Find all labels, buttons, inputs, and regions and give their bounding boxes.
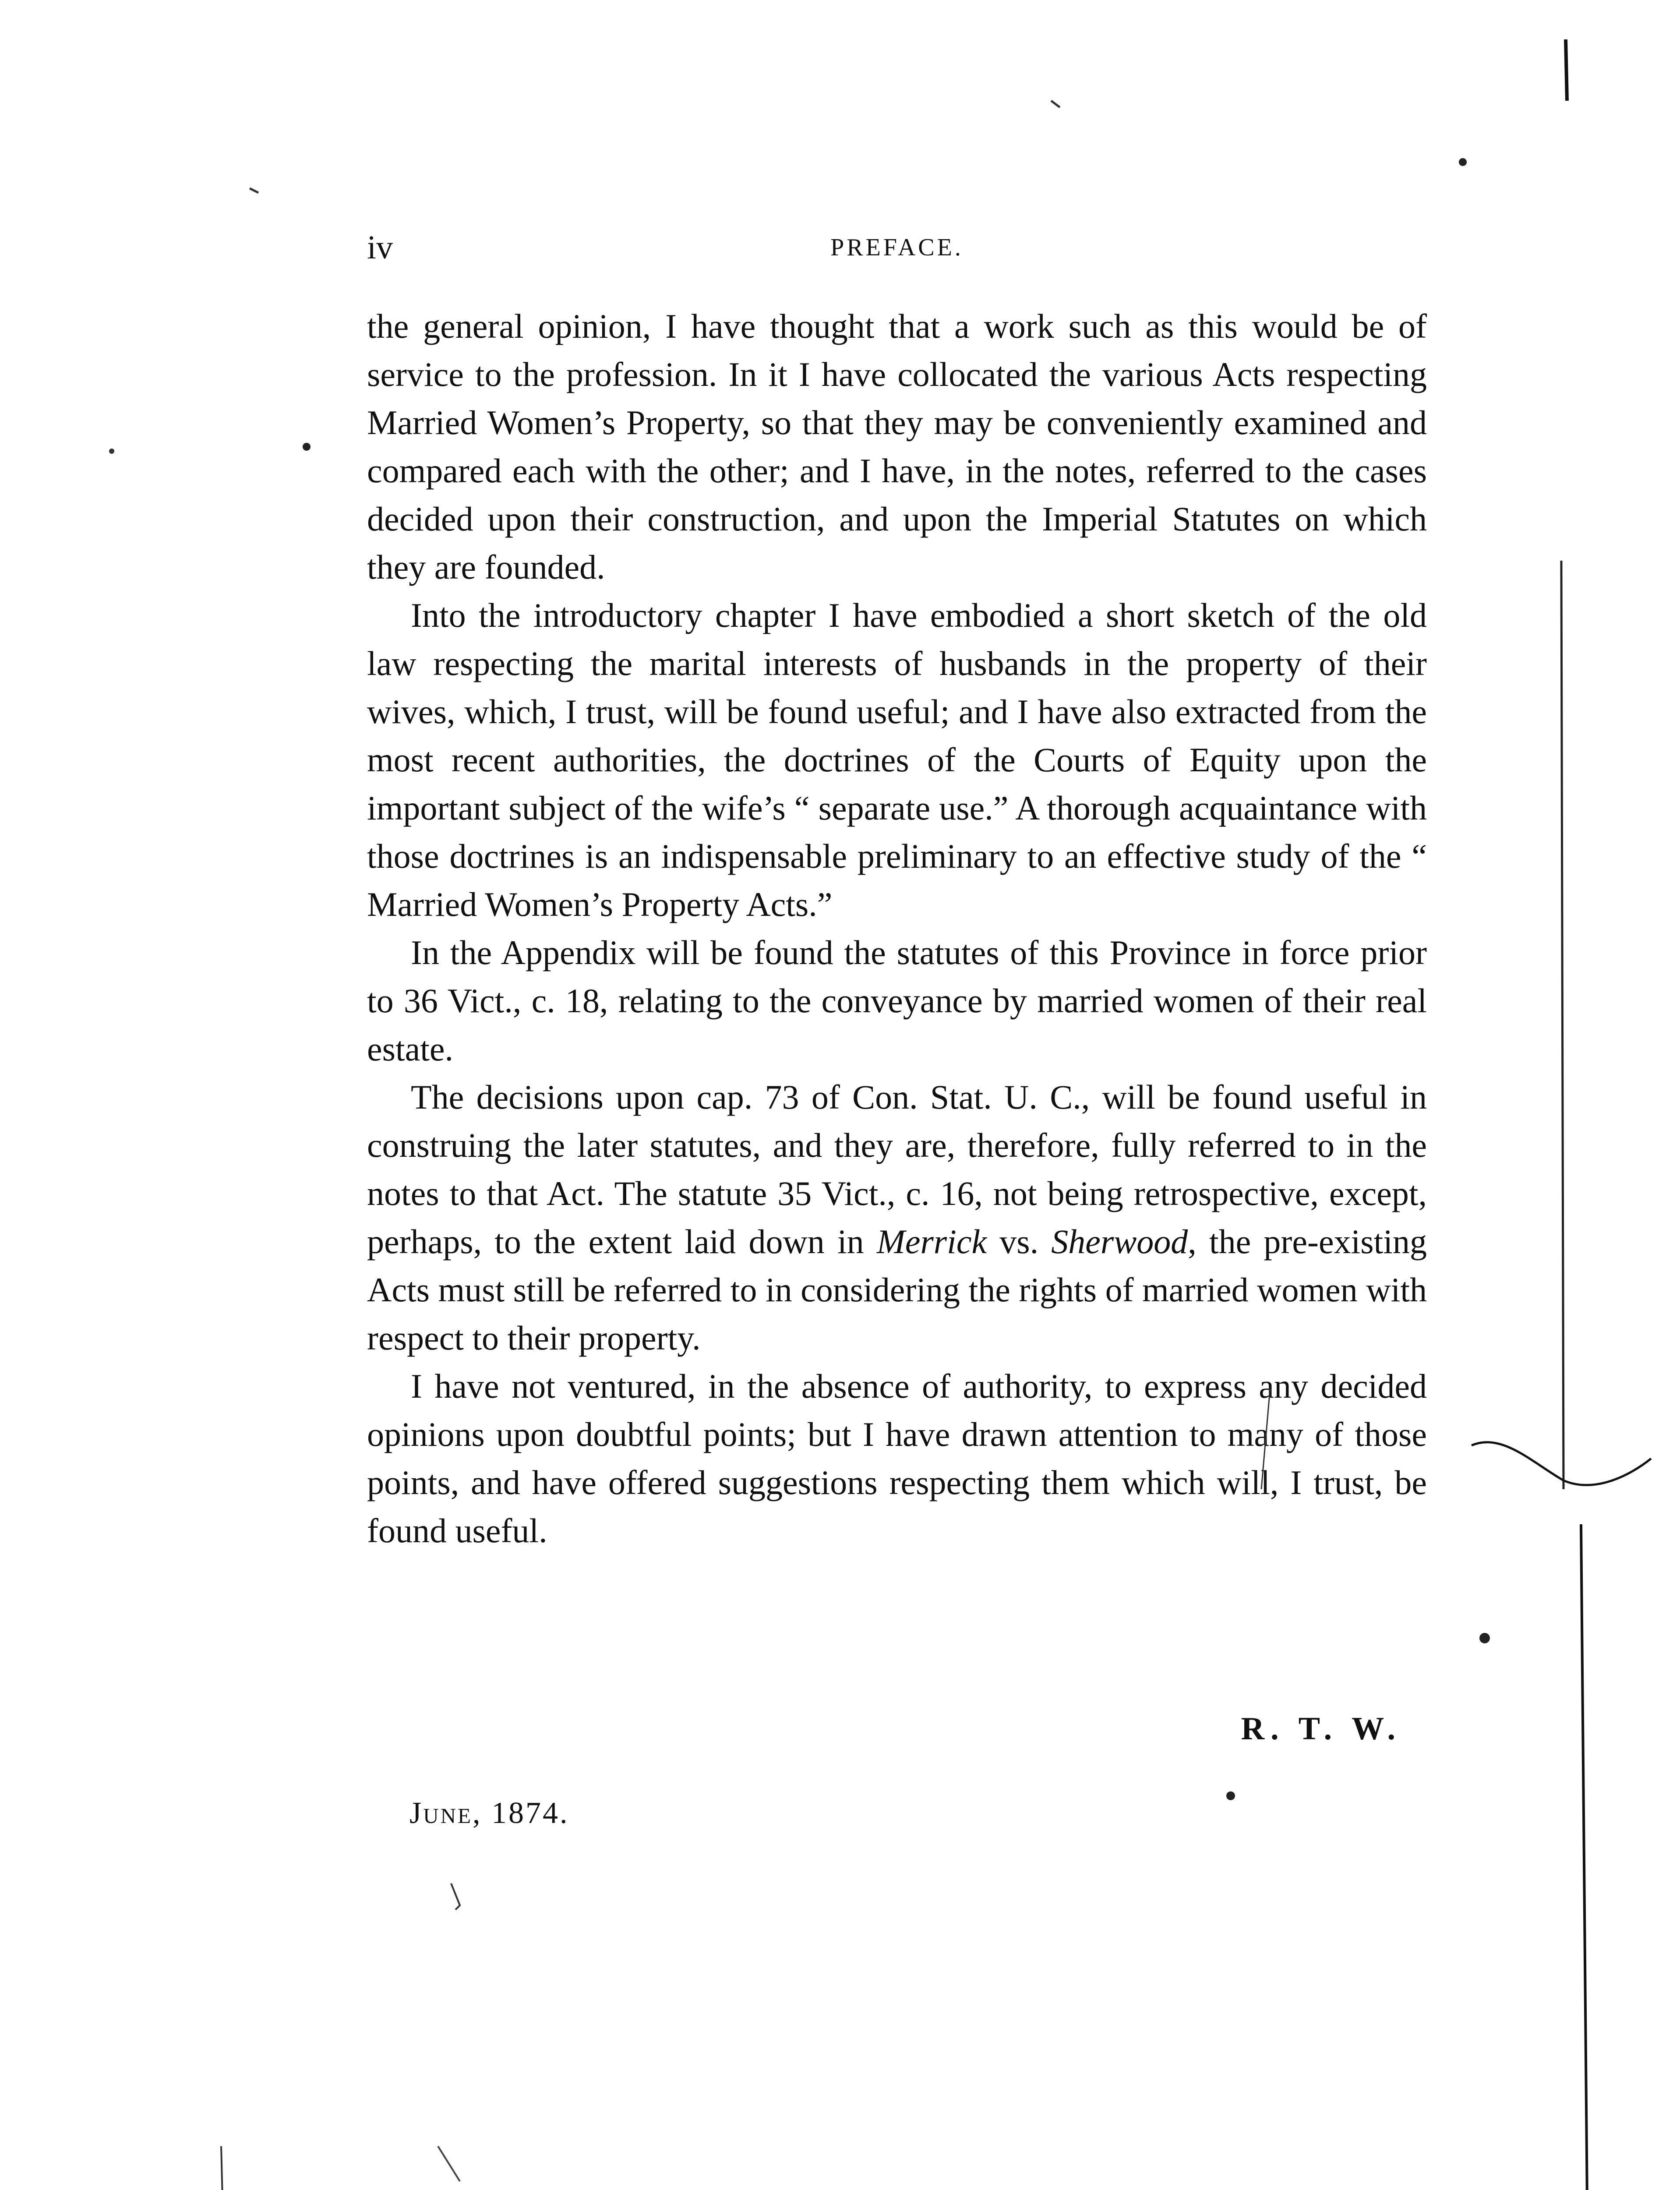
running-head [367,228,1427,267]
case-versus: vs. [987,1222,1052,1261]
speck-6 [250,188,258,193]
speck-7 [1051,101,1060,107]
paragraph-4-text-b: , the pre-existing Acts must still be referred to in considering the rights of married women with respect to their property. [367,1222,1427,1357]
right-edge-line-top [1566,39,1567,101]
speck-5 [109,449,114,454]
speck-1 [1459,158,1467,166]
paragraph-2: Into the introductory chapter I have embodied a short sketch of the old law respecting the marital interests of husbands in the property of their wives, which, I trust, will be found useful; and I have also extracted from the most recent authorities, the doctrines of the Courts of Equity upon the important subject of the wife’s “ separate use.” A thorough acquaintance with those doctrines is an indispensable preliminary to an effective study of the “ Married Women’s Property Acts.” [367,596,1427,923]
speck-2 [303,443,311,451]
case-party-merrick: Merrick [876,1222,987,1261]
author-initials: R. T. W. [1241,1711,1401,1747]
margin-curve-mark [1472,1442,1651,1485]
running-title: PREFACE. [830,234,964,261]
paragraph-1: the general opinion, I have thought that a work such as this would be of service to the profession. In it I have collocated the various Acts respecting Married Women’s Property, so that they may be conveniently examined and compared each with the other; and I have, in the notes, referred to the cases decided upon their construction, and upon the Imperial Statutes on which they are founded. [367,307,1427,586]
right-edge-line-bottom [1581,1524,1588,2190]
paragraph-3: In the Appendix will be found the statutes of this Province in force prior to 36 Vict., c. 18, relating to the conveyance by married women of their real estate. [367,933,1427,1068]
bottom-left-tick [221,2146,223,2190]
preface-body [367,302,1427,1555]
right-edge-line-middle [1561,561,1564,1489]
paragraph-4-text-a: The decisions upon cap. 73 of Con. Stat. U. C., will be found useful in construing the later statutes, and they are, therefore, fully referred to in the notes to that Act. The statute 35 Vict., c. 16, not being retrospective, except, perhaps, to the extent laid down in [367,1078,1427,1261]
stray-mark-1 [451,1883,460,1910]
speck-4 [1226,1791,1235,1800]
paragraph-4 [367,1073,1427,1362]
preface-date: June, 1874. [409,1796,569,1830]
speck-3 [1479,1633,1490,1643]
paragraph-5: I have not ventured, in the absence of authority, to express any decided opinions upon doubtful points; but I have drawn attention to many of those points, and have offered suggestions respecting them which will, I trust, be found useful. [367,1367,1427,1550]
page-number: iv [367,229,393,266]
stray-mark-2 [438,2146,460,2181]
case-party-sherwood: Sherwood [1051,1222,1188,1261]
